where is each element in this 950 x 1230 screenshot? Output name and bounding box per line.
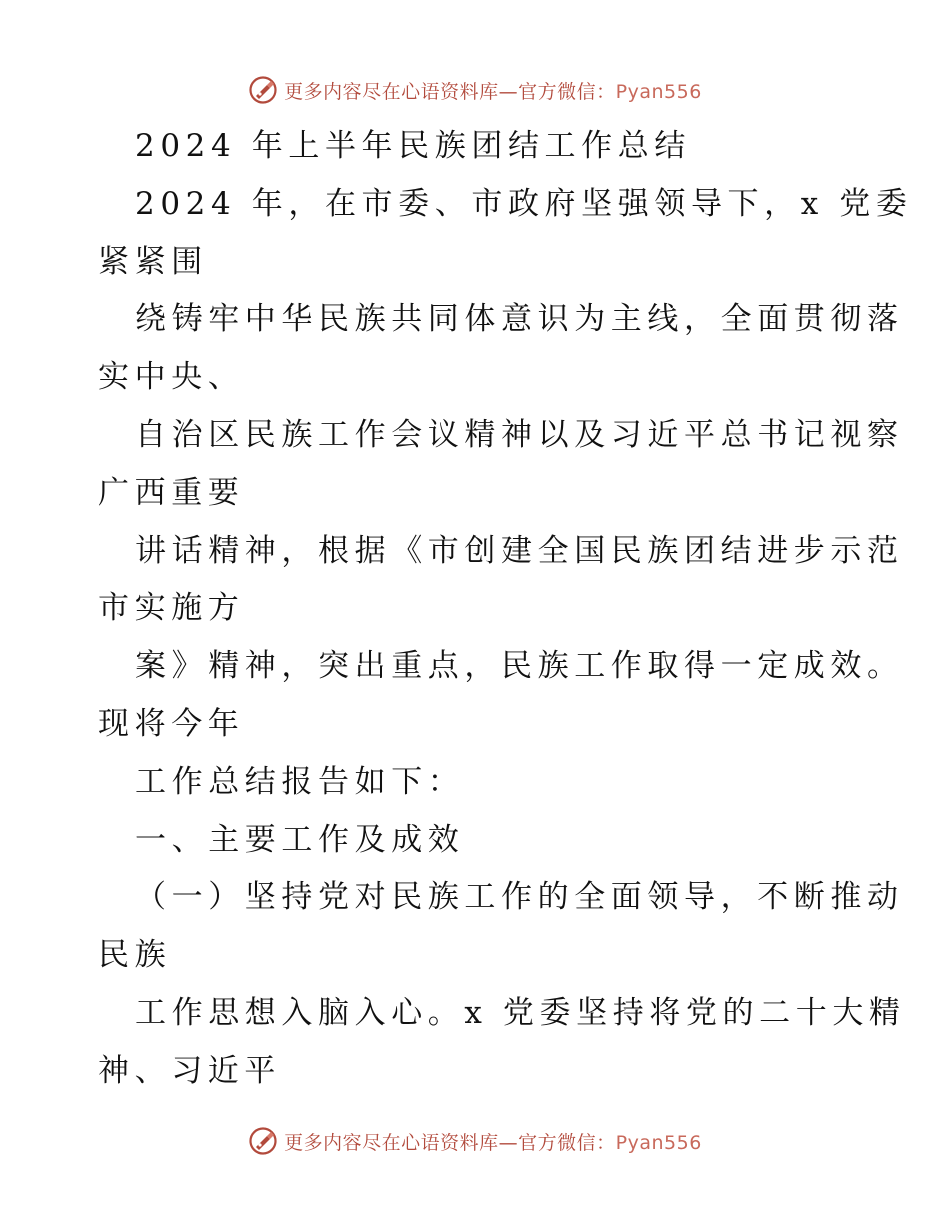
document-line: 2024 年上半年民族团结工作总结	[135, 128, 691, 164]
document-line: 绕铸牢中华民族共同体意识为主线，全面贯彻落	[135, 301, 904, 338]
watermark-text	[284, 1128, 702, 1155]
pen-nib-logo-icon	[248, 1126, 278, 1156]
document-line: 广西重要	[98, 474, 245, 511]
watermark-text	[284, 77, 702, 104]
document-line: （一）坚持党对民族工作的全面领导，不断推动	[135, 879, 904, 916]
document-body	[98, 118, 913, 1101]
pen-nib-logo-icon	[248, 75, 278, 105]
document-line: 工作思想入脑入心。x 党委坚持将党的二十大精	[135, 994, 906, 1031]
document-line: 自治区民族工作会议精神以及习近平总书记视察	[135, 416, 904, 453]
document-line: 民族	[98, 937, 172, 974]
document-line: 紧紧围	[98, 243, 208, 280]
watermark-wechat-id: Pyan556	[615, 1131, 702, 1154]
document-line: 案》精神，突出重点，民族工作取得一定成效。	[135, 648, 904, 685]
document-line: 工作总结报告如下：	[135, 763, 465, 800]
watermark-header	[0, 73, 950, 107]
document-line: 讲话精神，根据《市创建全国民族团结进步示范	[135, 532, 904, 569]
document-line: 现将今年	[98, 705, 245, 742]
document-line: 市实施方	[98, 590, 245, 627]
document-line: 神、习近平	[98, 1052, 281, 1089]
document-line: 一、主要工作及成效	[135, 821, 465, 858]
watermark-label: 更多内容尽在心语资料库—官方微信：	[284, 80, 616, 103]
watermark-wechat-id: Pyan556	[615, 80, 702, 103]
document-line: 2024 年，在市委、市政府坚强领导下，x 党委	[135, 185, 913, 222]
watermark-footer	[0, 1124, 950, 1158]
document-line: 实中央、	[98, 359, 245, 396]
watermark-label: 更多内容尽在心语资料库—官方微信：	[284, 1131, 616, 1154]
